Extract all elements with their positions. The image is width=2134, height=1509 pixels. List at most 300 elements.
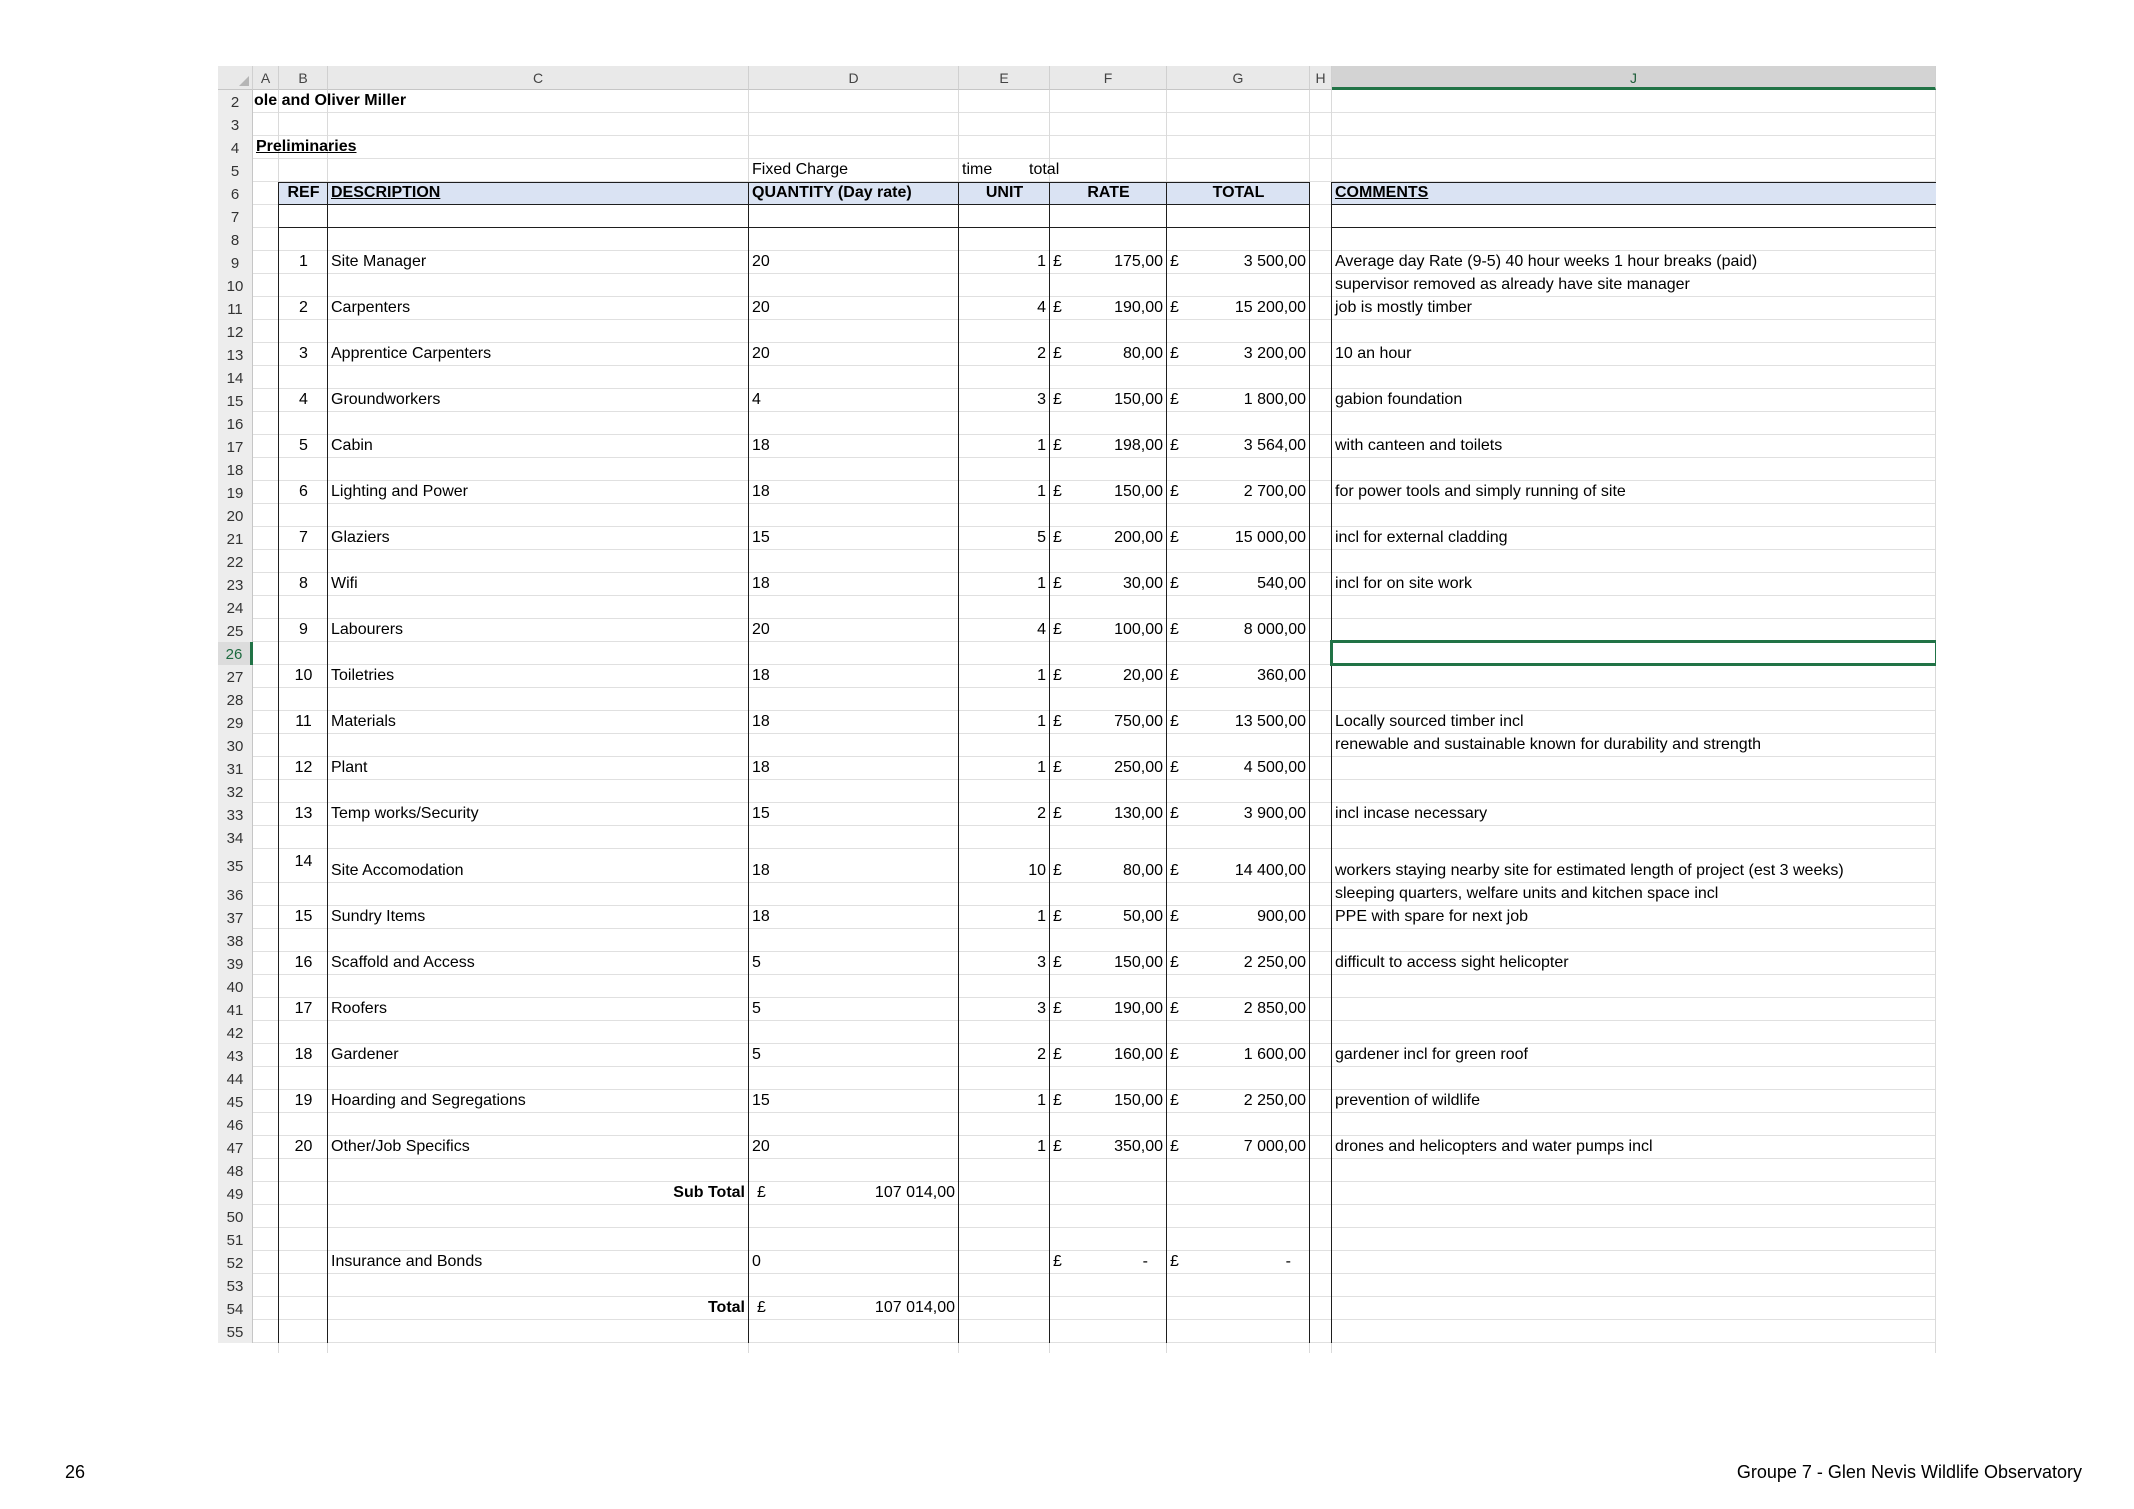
item-description[interactable]: Hoarding and Segregations (331, 1092, 526, 1109)
item-rate[interactable]: 250,00 (1114, 759, 1163, 776)
item-quantity[interactable]: 18 (752, 437, 770, 454)
row-header-16[interactable]: 16 (218, 412, 253, 435)
item-description[interactable]: Wifi (331, 575, 358, 592)
item-quantity[interactable]: 20 (752, 621, 770, 638)
item-rate-currency[interactable]: £ (1053, 621, 1062, 638)
row-header-53[interactable]: 53 (218, 1274, 253, 1297)
item-ref[interactable]: 3 (299, 345, 308, 362)
table-border-left-g (1166, 182, 1167, 1343)
item-description[interactable]: Site Accomodation (331, 862, 464, 879)
row-header-26[interactable]: 26 (218, 642, 253, 665)
item-description[interactable]: Labourers (331, 621, 404, 638)
comment-continuation[interactable]: sleeping quarters, welfare units and kitchen space incl (1335, 885, 1719, 902)
item-unit[interactable]: 1 (1037, 1138, 1046, 1155)
row-header-10[interactable]: 10 (218, 274, 253, 297)
item-comment[interactable]: gardener incl for green roof (1335, 1046, 1528, 1063)
row-header-22[interactable]: 22 (218, 550, 253, 573)
item-ref[interactable]: 20 (294, 1138, 313, 1155)
item-rate-currency[interactable]: £ (1053, 391, 1062, 408)
item-total[interactable]: 3 564,00 (1243, 437, 1306, 454)
sheet-title[interactable]: ole and Oliver Miller (254, 92, 407, 109)
item-unit[interactable]: 2 (1037, 805, 1046, 822)
table-rule-2 (279, 227, 1310, 228)
row-header-38[interactable]: 38 (218, 929, 253, 952)
row-header-47[interactable]: 47 (218, 1136, 253, 1159)
item-unit[interactable]: 2 (1037, 1046, 1046, 1063)
item-rate[interactable]: 80,00 (1122, 862, 1163, 879)
total-label[interactable]: Total (707, 1299, 745, 1316)
item-total-currency[interactable]: £ (1170, 713, 1179, 730)
item-comment[interactable]: incl incase necessary (1335, 805, 1488, 822)
header-description[interactable]: DESCRIPTION (331, 184, 441, 201)
item-total-currency[interactable]: £ (1170, 862, 1179, 879)
item-rate[interactable]: 30,00 (1122, 575, 1163, 592)
row-header-8[interactable]: 8 (218, 228, 253, 251)
item-unit[interactable]: 1 (1037, 759, 1046, 776)
item-unit[interactable]: 1 (1037, 1092, 1046, 1109)
item-description[interactable]: Toiletries (331, 667, 395, 684)
row-header-3[interactable]: 3 (218, 113, 253, 136)
item-description[interactable]: Plant (331, 759, 368, 776)
item-total-currency[interactable]: £ (1170, 575, 1179, 592)
item-unit[interactable]: 1 (1037, 437, 1046, 454)
item-ref[interactable]: 6 (299, 483, 308, 500)
item-ref[interactable]: 2 (299, 299, 308, 316)
item-rate-currency[interactable]: £ (1053, 299, 1062, 316)
comments-border-left (1331, 182, 1332, 1343)
row-header-33[interactable]: 33 (218, 803, 253, 826)
insurance-rate-currency[interactable]: £ (1053, 1253, 1062, 1270)
row-header-39[interactable]: 39 (218, 952, 253, 975)
document-title: Groupe 7 - Glen Nevis Wildlife Observatory (1736, 1462, 2082, 1482)
row-header-32[interactable]: 32 (218, 780, 253, 803)
gridline-row-37 (253, 928, 1936, 929)
row-header-21[interactable]: 21 (218, 527, 253, 550)
row-header-31[interactable]: 31 (218, 757, 253, 780)
item-unit[interactable]: 5 (1037, 529, 1046, 546)
item-quantity[interactable]: 18 (752, 483, 770, 500)
item-total-currency[interactable]: £ (1170, 759, 1179, 776)
gridline-row-34 (253, 848, 1936, 849)
row-header-36[interactable]: 36 (218, 883, 253, 906)
item-rate-currency[interactable]: £ (1053, 1092, 1062, 1109)
row-header-27[interactable]: 27 (218, 665, 253, 688)
item-comment[interactable]: prevention of wildlife (1335, 1092, 1480, 1109)
item-total[interactable]: 1 800,00 (1243, 391, 1306, 408)
item-unit[interactable]: 1 (1037, 483, 1046, 500)
item-description[interactable]: Apprentice Carpenters (331, 345, 492, 362)
row-header-18[interactable]: 18 (218, 458, 253, 481)
item-description[interactable]: Glaziers (331, 529, 390, 546)
total-currency[interactable]: £ (757, 1299, 766, 1316)
item-ref[interactable]: 18 (294, 1046, 313, 1063)
item-total[interactable]: 3 500,00 (1243, 253, 1306, 270)
item-rate-currency[interactable]: £ (1053, 805, 1062, 822)
gridline-row-49 (253, 1204, 1936, 1205)
row-header-46[interactable]: 46 (218, 1113, 253, 1136)
select-all-corner[interactable] (218, 66, 253, 90)
subtotal-label[interactable]: Sub Total (673, 1184, 745, 1201)
row-header-13[interactable]: 13 (218, 343, 253, 366)
item-comment[interactable]: Average day Rate (9-5) 40 hour weeks 1 hour breaks (paid) (1335, 253, 1758, 270)
header-ref[interactable]: REF (287, 184, 320, 201)
item-total-currency[interactable]: £ (1170, 805, 1179, 822)
item-quantity[interactable]: 20 (752, 299, 770, 316)
item-comment[interactable]: difficult to access sight helicopter (1335, 954, 1569, 971)
item-ref[interactable]: 12 (294, 759, 313, 776)
row-header-2[interactable]: 2 (218, 90, 253, 113)
item-total-currency[interactable]: £ (1170, 1046, 1179, 1063)
item-total[interactable]: 7 000,00 (1243, 1138, 1306, 1155)
item-rate[interactable]: 175,00 (1114, 253, 1163, 270)
item-description[interactable]: Scaffold and Access (331, 954, 475, 971)
section-heading[interactable]: Preliminaries (256, 138, 357, 155)
gridline-row-21 (253, 549, 1936, 550)
row-header-23[interactable]: 23 (218, 573, 253, 596)
item-ref[interactable]: 16 (294, 954, 313, 971)
item-comment[interactable]: gabion foundation (1335, 391, 1463, 408)
item-description[interactable]: Cabin (331, 437, 373, 454)
row-header-44[interactable]: 44 (218, 1067, 253, 1090)
item-rate[interactable]: 20,00 (1122, 667, 1163, 684)
item-comment[interactable]: job is mostly timber (1335, 299, 1472, 316)
item-comment[interactable]: incl for on site work (1335, 575, 1472, 592)
item-rate[interactable]: 190,00 (1114, 1000, 1163, 1017)
item-rate[interactable]: 150,00 (1114, 954, 1163, 971)
row-header-41[interactable]: 41 (218, 998, 253, 1021)
item-quantity[interactable]: 5 (752, 1046, 761, 1063)
item-total-currency[interactable]: £ (1170, 908, 1179, 925)
item-quantity[interactable]: 4 (752, 391, 761, 408)
gridline-row-55 (253, 1342, 1936, 1343)
item-quantity[interactable]: 15 (752, 529, 770, 546)
item-rate-currency[interactable]: £ (1053, 1000, 1062, 1017)
gridline-row-2 (253, 112, 1936, 113)
gridline-row-52 (253, 1273, 1936, 1274)
header-total[interactable]: TOTAL (1212, 184, 1265, 201)
item-description[interactable]: Site Manager (331, 253, 427, 270)
item-ref[interactable]: 14 (294, 853, 313, 870)
gridline-row-43 (253, 1066, 1936, 1067)
item-quantity[interactable]: 18 (752, 713, 770, 730)
column-header-a[interactable]: A (253, 66, 279, 90)
item-total-currency[interactable]: £ (1170, 253, 1179, 270)
subtotal-value[interactable]: 107 014,00 (874, 1184, 955, 1201)
comments-rule-1 (1332, 204, 1936, 205)
row-header-9[interactable]: 9 (218, 251, 253, 274)
column-header-c[interactable]: C (328, 66, 749, 90)
item-quantity[interactable]: 18 (752, 575, 770, 592)
item-total[interactable]: 4 500,00 (1243, 759, 1306, 776)
item-total-currency[interactable]: £ (1170, 529, 1179, 546)
item-ref[interactable]: 4 (299, 391, 308, 408)
row-header-51[interactable]: 51 (218, 1228, 253, 1251)
item-unit[interactable]: 1 (1037, 253, 1046, 270)
row-header-54[interactable]: 54 (218, 1297, 253, 1320)
item-rate[interactable]: 160,00 (1114, 1046, 1163, 1063)
item-description[interactable]: Sundry Items (331, 908, 426, 925)
row-header-25[interactable]: 25 (218, 619, 253, 642)
item-rate-currency[interactable]: £ (1053, 575, 1062, 592)
item-rate[interactable]: 750,00 (1114, 713, 1163, 730)
column-header-e[interactable]: E (959, 66, 1050, 90)
item-description[interactable]: Carpenters (331, 299, 411, 316)
item-total-currency[interactable]: £ (1170, 1138, 1179, 1155)
insurance-quantity[interactable]: 0 (752, 1253, 761, 1270)
item-quantity[interactable]: 18 (752, 667, 770, 684)
item-description[interactable]: Materials (331, 713, 396, 730)
item-ref[interactable]: 8 (299, 575, 308, 592)
column-header-b[interactable]: B (279, 66, 328, 90)
item-unit[interactable]: 2 (1037, 345, 1046, 362)
row-header-45[interactable]: 45 (218, 1090, 253, 1113)
row-header-17[interactable]: 17 (218, 435, 253, 458)
item-total[interactable]: 360,00 (1257, 667, 1306, 684)
item-total[interactable]: 2 850,00 (1243, 1000, 1306, 1017)
item-ref[interactable]: 17 (294, 1000, 313, 1017)
item-rate-currency[interactable]: £ (1053, 908, 1062, 925)
item-total[interactable]: 13 500,00 (1234, 713, 1306, 730)
row-header-30[interactable]: 30 (218, 734, 253, 757)
row-header-52[interactable]: 52 (218, 1251, 253, 1274)
item-quantity[interactable]: 15 (752, 1092, 770, 1109)
row-header-34[interactable]: 34 (218, 826, 253, 849)
item-quantity[interactable]: 18 (752, 908, 770, 925)
table-border-right (1309, 182, 1310, 1343)
item-rate[interactable]: 130,00 (1114, 805, 1163, 822)
item-unit[interactable]: 3 (1037, 954, 1046, 971)
row-header-50[interactable]: 50 (218, 1205, 253, 1228)
row-header-20[interactable]: 20 (218, 504, 253, 527)
item-description[interactable]: Other/Job Specifics (331, 1138, 470, 1155)
item-rate-currency[interactable]: £ (1053, 862, 1062, 879)
item-ref[interactable]: 7 (299, 529, 308, 546)
row-header-48[interactable]: 48 (218, 1159, 253, 1182)
item-ref[interactable]: 15 (294, 908, 313, 925)
item-total-currency[interactable]: £ (1170, 437, 1179, 454)
item-unit[interactable]: 1 (1037, 713, 1046, 730)
gridline-row-11 (253, 319, 1936, 320)
row-header-37[interactable]: 37 (218, 906, 253, 929)
item-description[interactable]: Lighting and Power (331, 483, 468, 500)
item-rate[interactable]: 80,00 (1122, 345, 1163, 362)
subtotal-currency[interactable]: £ (757, 1184, 766, 1201)
item-total[interactable]: 3 200,00 (1243, 345, 1306, 362)
comment-continuation[interactable]: renewable and sustainable known for durability and strength (1335, 736, 1762, 753)
column-header-f[interactable]: F (1050, 66, 1167, 90)
item-rate-currency[interactable]: £ (1053, 759, 1062, 776)
active-cell-j26[interactable] (1330, 640, 1936, 666)
item-ref[interactable]: 11 (295, 713, 312, 730)
gridline-row-39 (253, 974, 1936, 975)
item-total[interactable]: 2 250,00 (1243, 1092, 1306, 1109)
gridline-row-19 (253, 503, 1936, 504)
item-rate-currency[interactable]: £ (1053, 713, 1062, 730)
insurance-description[interactable]: Insurance and Bonds (331, 1253, 483, 1270)
item-total[interactable]: 3 900,00 (1243, 805, 1306, 822)
item-description[interactable]: Roofers (331, 1000, 388, 1017)
item-total-currency[interactable]: £ (1170, 391, 1179, 408)
row-header-42[interactable]: 42 (218, 1021, 253, 1044)
row-header-55[interactable]: 55 (218, 1320, 253, 1343)
item-unit[interactable]: 1 (1037, 908, 1046, 925)
gridline-row-27 (253, 687, 1936, 688)
column-header-j[interactable]: J (1332, 66, 1936, 90)
item-unit[interactable]: 3 (1037, 391, 1046, 408)
row-header-12[interactable]: 12 (218, 320, 253, 343)
row-header-11[interactable]: 11 (218, 297, 253, 320)
item-rate-currency[interactable]: £ (1053, 437, 1062, 454)
item-total-currency[interactable]: £ (1170, 954, 1179, 971)
gridline-row-54 (253, 1319, 1936, 1320)
item-total[interactable]: 2 700,00 (1243, 483, 1306, 500)
item-unit[interactable]: 4 (1037, 621, 1046, 638)
item-rate-currency[interactable]: £ (1053, 954, 1062, 971)
item-quantity[interactable]: 20 (752, 1138, 770, 1155)
item-total[interactable]: 540,00 (1257, 575, 1306, 592)
item-ref[interactable]: 19 (294, 1092, 313, 1109)
item-total[interactable]: 15 000,00 (1234, 529, 1306, 546)
gridline-row-23 (253, 595, 1936, 596)
item-unit[interactable]: 4 (1037, 299, 1046, 316)
item-quantity[interactable]: 5 (752, 1000, 761, 1017)
item-ref[interactable]: 9 (299, 621, 308, 638)
table-border-left-f (1049, 182, 1050, 1343)
item-quantity[interactable]: 5 (752, 954, 761, 971)
item-unit[interactable]: 3 (1037, 1000, 1046, 1017)
item-quantity[interactable]: 18 (752, 759, 770, 776)
item-ref[interactable]: 1 (299, 253, 308, 270)
item-unit[interactable]: 1 (1037, 575, 1046, 592)
insurance-rate[interactable]: - (1142, 1253, 1148, 1270)
insurance-total-currency[interactable]: £ (1170, 1253, 1179, 1270)
item-comment[interactable]: drones and helicopters and water pumps incl (1335, 1138, 1653, 1155)
item-total-currency[interactable]: £ (1170, 621, 1179, 638)
row-header-35[interactable]: 35 (218, 849, 253, 883)
item-comment[interactable]: 10 an hour (1335, 345, 1412, 362)
item-total-currency[interactable]: £ (1170, 299, 1179, 316)
item-total[interactable]: 900,00 (1257, 908, 1306, 925)
item-rate-currency[interactable]: £ (1053, 1138, 1062, 1155)
item-total-currency[interactable]: £ (1170, 1092, 1179, 1109)
item-comment[interactable]: PPE with spare for next job (1335, 908, 1528, 925)
item-total-currency[interactable]: £ (1170, 1000, 1179, 1017)
item-total[interactable]: 14 400,00 (1234, 862, 1306, 879)
spreadsheet[interactable] (218, 66, 1936, 1353)
item-comment[interactable]: for power tools and simply running of site (1335, 483, 1626, 500)
row-header-40[interactable]: 40 (218, 975, 253, 998)
item-total-currency[interactable]: £ (1170, 483, 1179, 500)
item-description[interactable]: Groundworkers (331, 391, 441, 408)
row-header-49[interactable]: 49 (218, 1182, 253, 1205)
item-rate-currency[interactable]: £ (1053, 1046, 1062, 1063)
item-ref[interactable]: 5 (299, 437, 308, 454)
insurance-total[interactable]: - (1285, 1253, 1291, 1270)
item-rate-currency[interactable]: £ (1053, 345, 1062, 362)
item-rate[interactable]: 50,00 (1122, 908, 1163, 925)
row-header-29[interactable]: 29 (218, 711, 253, 734)
item-total[interactable]: 8 000,00 (1243, 621, 1306, 638)
item-rate[interactable]: 198,00 (1114, 437, 1163, 454)
subhead-total[interactable]: total (1029, 161, 1060, 178)
item-rate[interactable]: 150,00 (1114, 1092, 1163, 1109)
item-rate-currency[interactable]: £ (1053, 529, 1062, 546)
gridline-row-50 (253, 1227, 1936, 1228)
item-comment[interactable]: Locally sourced timber incl (1335, 713, 1524, 730)
item-rate-currency[interactable]: £ (1053, 667, 1062, 684)
row-header-5[interactable]: 5 (218, 159, 253, 182)
gridline-row-47 (253, 1158, 1936, 1159)
table-rule-1 (279, 204, 1310, 205)
item-total[interactable]: 1 600,00 (1243, 1046, 1306, 1063)
subhead-fixed-charge[interactable]: Fixed Charge (752, 161, 849, 178)
item-rate[interactable]: 350,00 (1114, 1138, 1163, 1155)
table-border-left-d (748, 182, 749, 1343)
comment-continuation[interactable]: supervisor removed as already have site manager (1335, 276, 1690, 293)
row-header-14[interactable]: 14 (218, 366, 253, 389)
row-header-28[interactable]: 28 (218, 688, 253, 711)
comments-rule-2 (1332, 227, 1936, 228)
row-header-4[interactable]: 4 (218, 136, 253, 159)
row-header-24[interactable]: 24 (218, 596, 253, 619)
item-total[interactable]: 15 200,00 (1234, 299, 1306, 316)
item-rate[interactable]: 100,00 (1114, 621, 1163, 638)
item-comment[interactable]: workers staying nearby site for estimated length of project (est 3 weeks) (1335, 862, 1844, 879)
item-unit[interactable]: 10 (1028, 862, 1046, 879)
column-header-g[interactable]: G (1167, 66, 1310, 90)
header-comments[interactable]: COMMENTS (1335, 184, 1429, 201)
item-description[interactable]: Temp works/Security (331, 805, 479, 822)
item-rate[interactable]: 150,00 (1114, 391, 1163, 408)
item-rate[interactable]: 200,00 (1114, 529, 1163, 546)
item-quantity[interactable]: 18 (752, 862, 770, 879)
item-total[interactable]: 2 250,00 (1243, 954, 1306, 971)
header-quantity[interactable]: QUANTITY (Day rate) (752, 184, 912, 201)
item-total-currency[interactable]: £ (1170, 667, 1179, 684)
item-rate-currency[interactable]: £ (1053, 483, 1062, 500)
item-quantity[interactable]: 20 (752, 345, 770, 362)
item-rate[interactable]: 150,00 (1114, 483, 1163, 500)
item-rate-currency[interactable]: £ (1053, 253, 1062, 270)
gridline-row-45 (253, 1112, 1936, 1113)
row-header-43[interactable]: 43 (218, 1044, 253, 1067)
gridline-row-17 (253, 457, 1936, 458)
item-quantity[interactable]: 15 (752, 805, 770, 822)
item-comment[interactable]: incl for external cladding (1335, 529, 1508, 546)
item-unit[interactable]: 1 (1037, 667, 1046, 684)
item-ref[interactable]: 13 (294, 805, 313, 822)
item-quantity[interactable]: 20 (752, 253, 770, 270)
column-header-h[interactable]: H (1310, 66, 1332, 90)
gridline-row-41 (253, 1020, 1936, 1021)
item-description[interactable]: Gardener (331, 1046, 399, 1063)
page-number: 26 (65, 1462, 86, 1482)
column-header-d[interactable]: D (749, 66, 959, 90)
header-rate[interactable]: RATE (1087, 184, 1130, 201)
row-header-19[interactable]: 19 (218, 481, 253, 504)
row-header-7[interactable]: 7 (218, 205, 253, 228)
item-total-currency[interactable]: £ (1170, 345, 1179, 362)
gridline-row-3 (253, 135, 1936, 136)
total-value[interactable]: 107 014,00 (874, 1299, 955, 1316)
item-rate[interactable]: 190,00 (1114, 299, 1163, 316)
item-ref[interactable]: 10 (294, 667, 313, 684)
header-unit[interactable]: UNIT (985, 184, 1024, 201)
row-header-6[interactable]: 6 (218, 182, 253, 205)
subhead-time[interactable]: time (962, 161, 993, 178)
item-comment[interactable]: with canteen and toilets (1335, 437, 1503, 454)
row-header-15[interactable]: 15 (218, 389, 253, 412)
